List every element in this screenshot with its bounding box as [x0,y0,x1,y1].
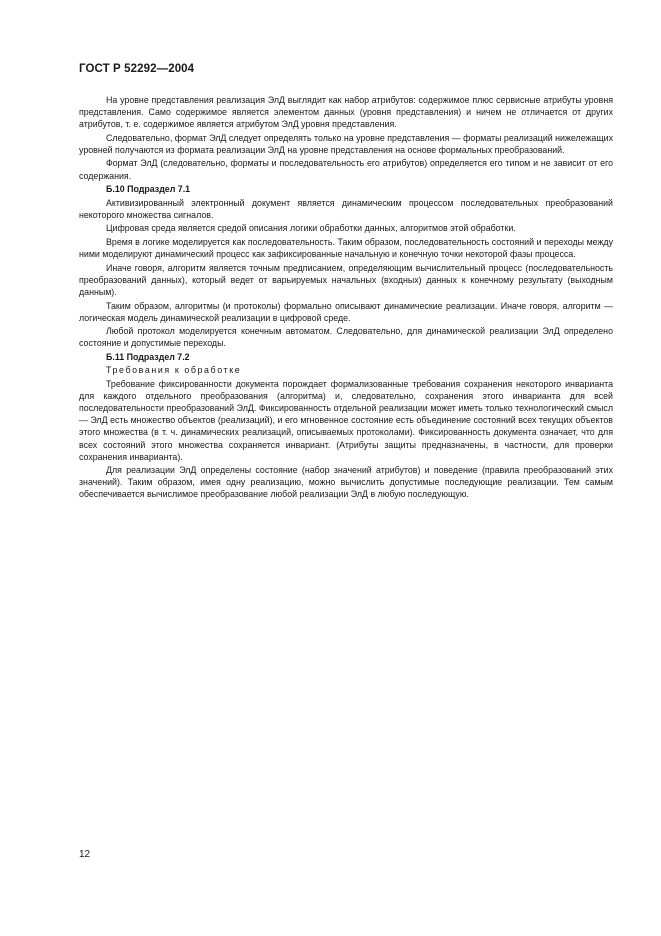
paragraph: Активизированный электронный документ является динамическим процессом последовательных преобразований некоторого множества сигналов. [79,197,613,220]
paragraph: Следовательно, формат ЭлД следует определять только на уровне представления — форматы реализаций нижележащих уровней получаются из формата реализации ЭлД на уровне представления на основе формальных преобразований. [79,132,613,155]
paragraph: Время в логике моделируется как последовательность. Таким образом, последовательность состояний и переходы между ними моделируют динамический процесс как зафиксированные начальную и конечную точки некоторой фазы процесса. [79,237,613,260]
paragraph: На уровне представления реализация ЭлД выглядит как набор атрибутов: содержимое плюс сервисные атрибуты уровня представления. Само содержимое является элементом данных (уровня представления) и ничем не отличается от других атрибутов, т. е. содержимое является атрибутом ЭлД уровня представления. [79,95,613,130]
paragraph: Требование фиксированности документа порождает формализованные требования сохранения некоторого инварианта для каждого отдельного преобразования (алгоритма) и, следовательно, сохранения этого инварианта для всей последовательности преобразований ЭлД. Фиксированность отдельной реализации может иметь только технологический смысл — ЭлД есть множество объектов (реализаций), и его мгновенное состояние есть объединение состояний всех текущих объектов этого множества (в т. ч. динамических реализаций, описываемых протоколами). Фиксированность документа означает, что для всех состояний этого множества сохраняется инвариант. (Атрибуты защиты предназначены, в частности, для проверки сохранения инварианта). [79,379,613,462]
paragraph: Иначе говоря, алгоритм является точным предписанием, определяющим вычислительный процесс (последовательность преобразований данных), который ведет от варьируемых начальных (входных) данных к конечному результату (выходным данным). [79,262,613,297]
subsection-title: Требования к обработке [106,365,242,376]
paragraph: Любой протокол моделируется конечным автоматом. Следовательно, для динамической реализации ЭлД определено состояние и допустимые переходы. [79,326,613,349]
section-heading: Б.11 Подраздел 7.2 [106,351,190,362]
document-header: ГОСТ Р 52292—2004 [79,63,195,75]
document-body [79,94,613,502]
paragraph: Таким образом, алгоритмы (и протоколы) формально описывают динамические реализации. Иначе говоря, алгоритм — логическая модель динамической реализации в цифровой среде. [79,300,613,323]
section-heading: Б.10 Подраздел 7.1 [106,184,191,195]
page-number: 12 [79,849,91,860]
paragraph: Для реализации ЭлД определены состояние (набор значений атрибутов) и поведение (правила преобразований этих значений). Таким образом, имея одну реализацию, можно вычислить допустимые последующие реализации. Тем самым обеспечивается вычислимое преобразование любой реализации ЭлД в любую последующую. [79,465,613,500]
paragraph: Формат ЭлД (следовательно, форматы и последовательность его атрибутов) определяется его типом и не зависит от его содержания. [79,158,613,181]
paragraph: Цифровая среда является средой описания логики обработки данных, алгоритмов этой обработки. [106,223,516,234]
